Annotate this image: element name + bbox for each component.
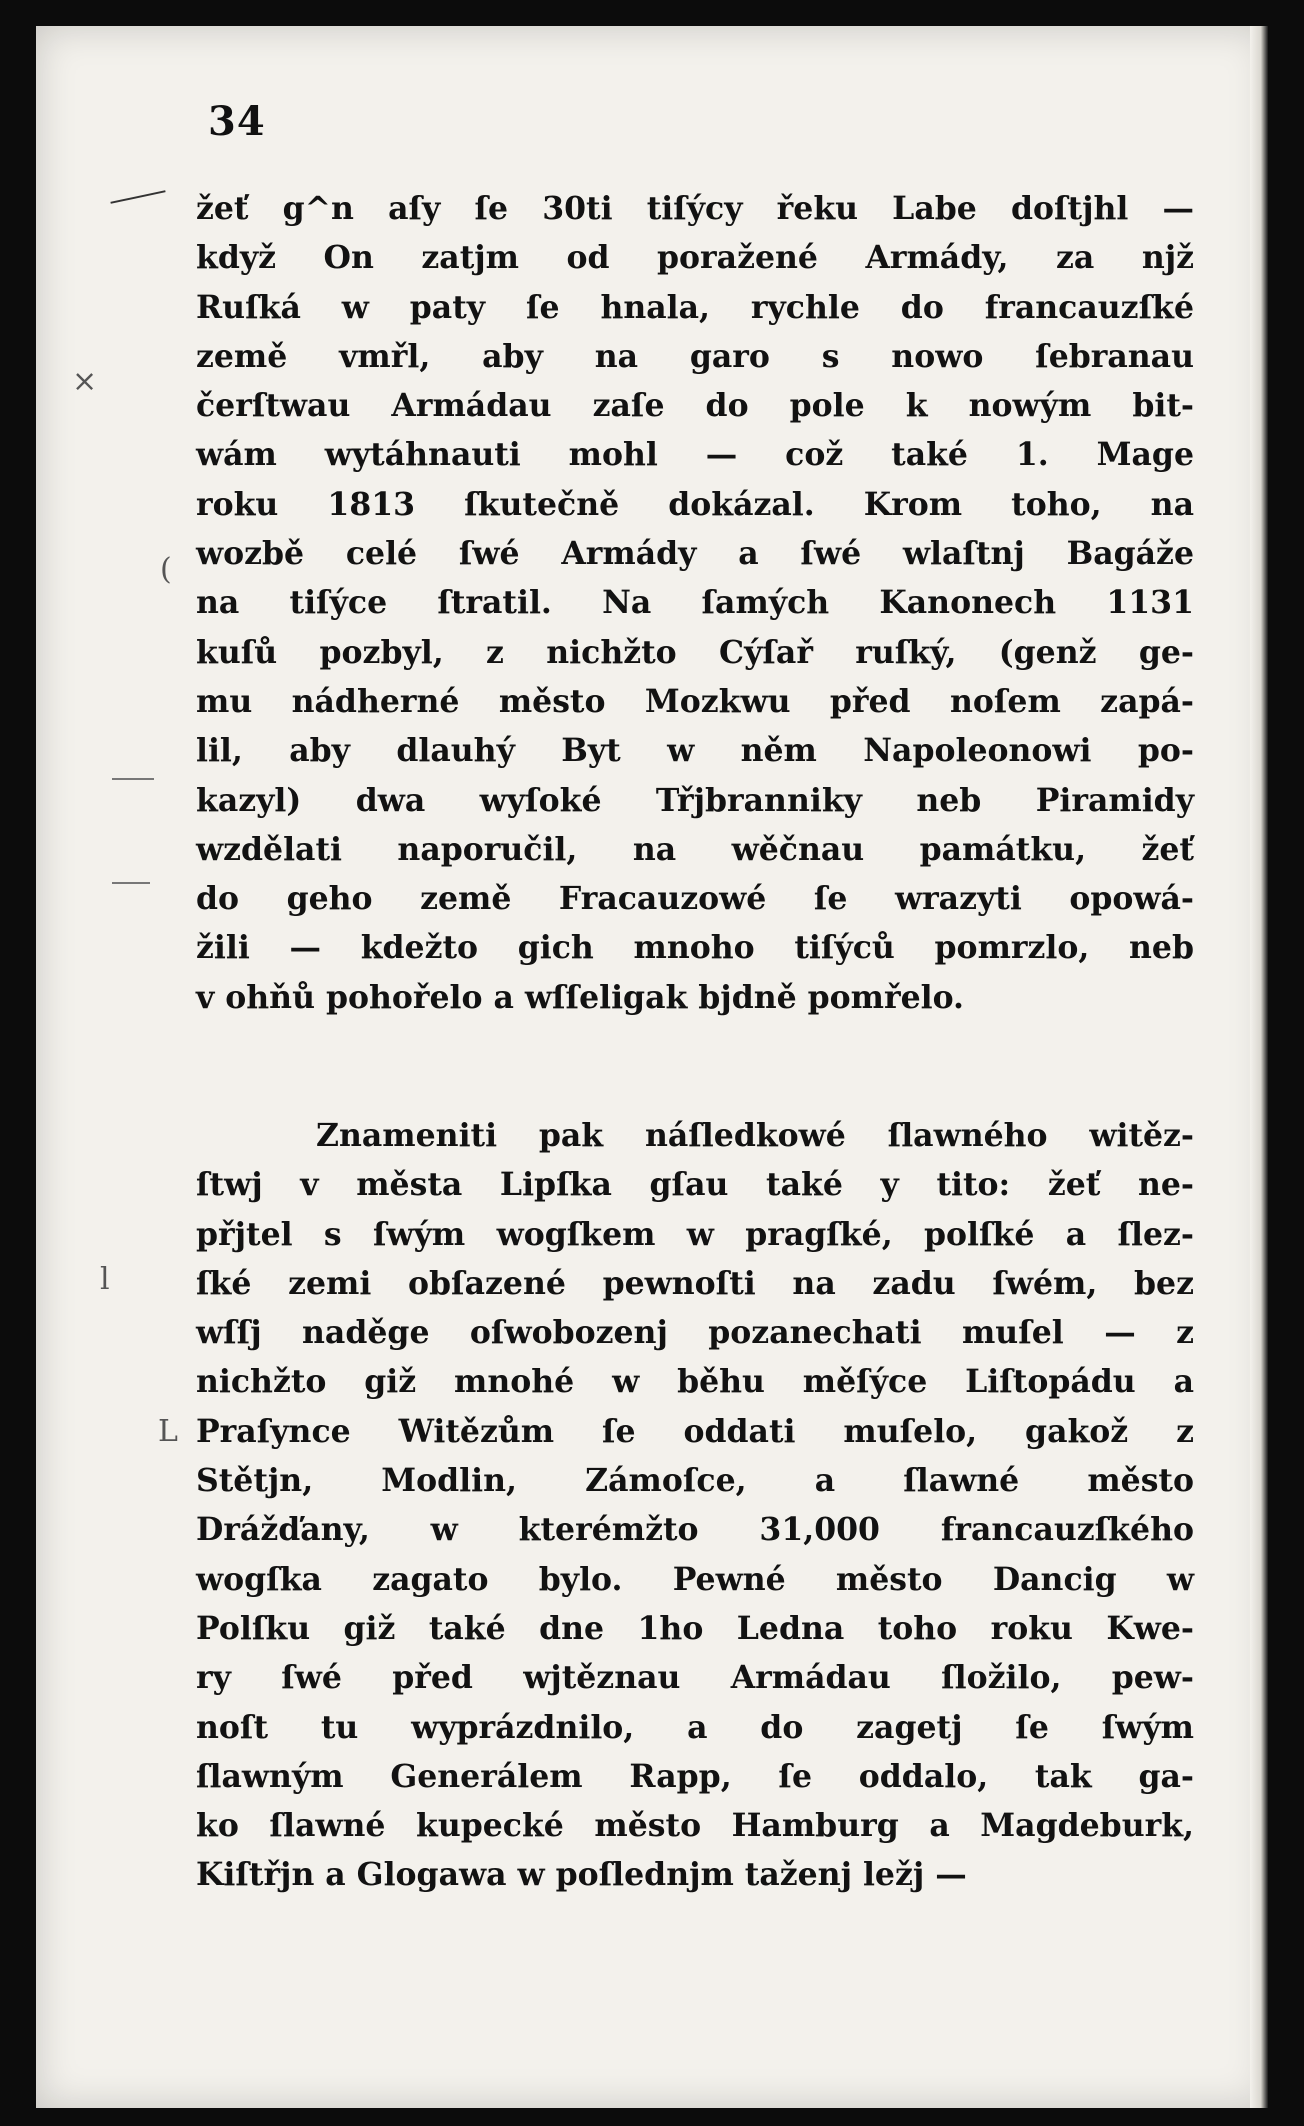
text-line: čerſtwau Armádau zaſe do pole k nowým bit- (196, 387, 1194, 425)
text-line: Kiſtřjn a Glogawa w poſlednjm taženj ležj — (196, 1856, 967, 1894)
text-line: když On zatjm od poražené Armády, za njž (196, 239, 1194, 277)
text-line: kuſů pozbyl, z nichžto Cýſař ruſký, (genž ge- (196, 633, 1194, 671)
page-edge-shadow (1250, 26, 1268, 2108)
text-line: v ohňů pohořelo a wſſeligak bjdně pomřelo. (196, 978, 965, 1016)
text-line: žili — kdežto gich mnoho tiſýců pomrzlo, neb (196, 929, 1194, 967)
margin-bracket-mark-2: L (158, 1414, 178, 1449)
text-line: lil, aby dlauhý Byt w něm Napoleonowi po- (196, 732, 1194, 770)
text-line: wám wytáhnauti mohl — což také 1. Mage (196, 436, 1194, 474)
text-line: do geho země Fracauzowé ſe wrazyti opowá- (196, 880, 1194, 918)
text-line: Drážďany, w kterémžto 31,000 francauzſkého (196, 1511, 1194, 1549)
text-line: žeť g^n aſy ſe 30ti tiſýcy řeku Labe doſtjhl — (196, 190, 1194, 227)
text-line: Znameniti pak náſledkowé ſlawného witěz- (316, 1117, 1194, 1154)
margin-tick-mark: l (100, 1262, 110, 1297)
text-line: ſtwj v města Lipſka gſau také y tito: žeť ne- (196, 1166, 1194, 1204)
page-number: 34 (208, 98, 266, 145)
margin-x-mark: × (72, 364, 98, 399)
text-line: ko ſlawné kupecké město Hamburg a Magdeburk, (196, 1807, 1194, 1845)
text-line: země vmřl, aby na garo s nowo ſebranau (196, 337, 1194, 375)
text-line: na tiſýce ſtratil. Na ſamých Kanonech 1131 (196, 584, 1194, 622)
text-line: wogſka zagato bylo. Pewné město Dancig w (196, 1560, 1194, 1598)
margin-dash-mark-2 (112, 778, 154, 780)
margin-dash-mark-3 (112, 882, 150, 884)
text-line: mu nádherné město Mozkwu před noſem zapá- (196, 682, 1194, 720)
text-line: wzdělati naporučil, na wěčnau památku, žeť (196, 830, 1194, 868)
text-line: wozbě celé ſwé Armády a ſwé wlaſtnj Bagáže (196, 535, 1194, 573)
text-line: ſlawným Generálem Rapp, ſe oddalo, tak ga- (196, 1757, 1194, 1795)
text-line: Polſku giž také dne 1ho Ledna toho roku Kwe- (196, 1609, 1194, 1647)
paragraph-1 (196, 184, 1194, 1022)
margin-bracket-mark: ( (160, 552, 172, 587)
text-line: wſſj naděge oſwobozenj pozanechati muſel — z (196, 1314, 1194, 1352)
text-line: přjtel s ſwým wogſkem w pragſké, polſké a ſlez- (196, 1215, 1194, 1253)
text-line: nichžto giž mnohé w běhu měſýce Liſtopádu a (196, 1363, 1194, 1401)
text-line: ry ſwé před wjtěznau Armádau ſložilo, pew- (196, 1659, 1194, 1697)
paragraph-2 (196, 1111, 1194, 1900)
text-line: ſké zemi obſazené pewnoſti na zadu ſwém, bez (196, 1264, 1194, 1302)
text-line: Ruſká w paty ſe hnala, rychle do francauzſké (196, 288, 1194, 326)
text-line: Stětjn, Modlin, Zámoſce, a ſlawné město (196, 1462, 1194, 1500)
text-line: noſt tu wyprázdnilo, a do zagetj ſe ſwým (196, 1708, 1194, 1746)
text-line: Praſynce Witězům ſe oddati muſelo, gakož z (196, 1412, 1194, 1450)
text-line: kazyl) dwa wyſoké Třjbranniky neb Piramidy (196, 781, 1194, 819)
text-line: roku 1813 ſkutečně dokázal. Krom toho, na (196, 485, 1194, 523)
